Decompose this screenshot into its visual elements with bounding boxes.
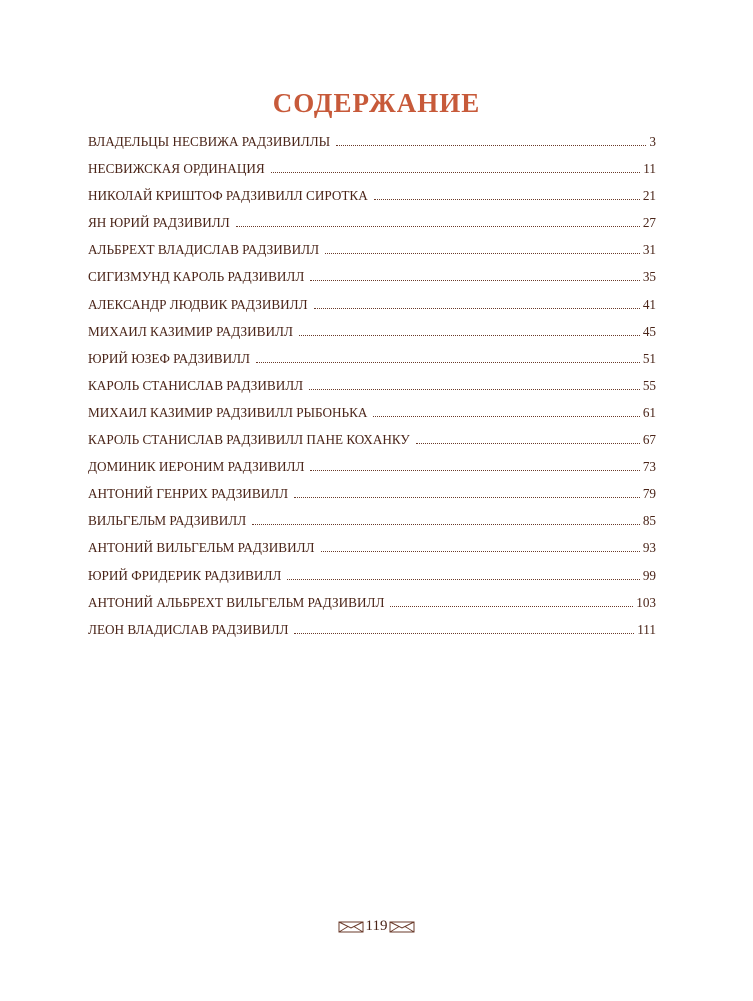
toc-entry-page: 85 (642, 513, 656, 529)
toc-entry-page: 111 (637, 621, 656, 637)
toc-entry-title: ЮРИЙ ЮЗЕФ РАДЗИВИЛЛ (88, 350, 250, 366)
toc-leader-dots (390, 606, 633, 607)
toc-entry-page: 31 (642, 242, 656, 258)
toc-leader-dots (309, 389, 640, 390)
envelope-ornament-icon (389, 921, 415, 933)
toc-entry-title: СИГИЗМУНД КАРОЛЬ РАДЗИВИЛЛ (88, 269, 305, 285)
toc-entry-title: ЮРИЙ ФРИДЕРИК РАДЗИВИЛЛ (88, 567, 282, 583)
toc-leader-dots (310, 280, 640, 281)
toc-entry-page: 67 (642, 432, 656, 448)
toc-entry (88, 622, 656, 649)
toc-entry-page: 45 (642, 323, 656, 339)
toc-entry-title: ВЛАДЕЛЬЦЫ НЕСВИЖА РАДЗИВИЛЛЫ (88, 134, 331, 149)
toc-entry-page: 27 (642, 215, 656, 231)
toc-entry (88, 188, 656, 215)
toc-entry (88, 540, 656, 567)
toc-entry (88, 459, 656, 486)
toc-leader-dots (299, 335, 640, 336)
page-footer (0, 918, 753, 935)
toc-entry (88, 161, 656, 188)
toc-leader-dots (310, 470, 639, 471)
toc-entry-page: 79 (642, 486, 656, 502)
toc-entry-title: ЛЕОН ВЛАДИСЛАВ РАДЗИВИЛЛ (88, 621, 289, 637)
toc-leader-dots (314, 308, 640, 309)
toc-leader-dots (256, 362, 640, 363)
toc-entry-title: ДОМИНИК ИЕРОНИМ РАДЗИВИЛЛ (88, 459, 305, 475)
toc-entry-page: 35 (642, 269, 656, 285)
toc-entry-page: 73 (642, 459, 656, 475)
toc-entry (88, 269, 656, 296)
toc-entry (88, 568, 656, 595)
toc-leader-dots (287, 579, 639, 580)
toc-entry-title: АНТОНИЙ АЛЬБРЕХТ ВИЛЬГЕЛЬМ РАДЗИВИЛЛ (88, 594, 385, 610)
toc-entry-title: ВИЛЬГЕЛЬМ РАДЗИВИЛЛ (88, 513, 247, 529)
toc-entry-title: АНТОНИЙ ГЕНРИХ РАДЗИВИЛЛ (88, 486, 289, 502)
toc-leader-dots (325, 253, 640, 254)
toc-leader-dots (336, 145, 646, 146)
toc-leader-dots (374, 199, 640, 200)
toc-entry-title: НЕСВИЖСКАЯ ОРДИНАЦИЯ (88, 161, 265, 177)
toc-entry-title: АЛЕКСАНДР ЛЮДВИК РАДЗИВИЛЛ (88, 296, 308, 312)
toc-leader-dots (294, 633, 634, 634)
toc-entry-title: АЛЬБРЕХТ ВЛАДИСЛАВ РАДЗИВИЛЛ (88, 242, 320, 258)
toc-entry-page: 103 (636, 594, 656, 610)
page-title: СОДЕРЖАНИЕ (272, 88, 481, 118)
toc-leader-dots (271, 172, 641, 173)
toc-leader-dots (321, 551, 640, 552)
toc-entry (88, 324, 656, 351)
envelope-ornament-icon (338, 921, 364, 933)
toc-entry-title: МИХАИЛ КАЗИМИР РАДЗИВИЛЛ (88, 323, 293, 339)
toc-entry-page: 61 (642, 404, 656, 420)
toc-entry (88, 134, 656, 161)
toc-entry-page: 11 (643, 161, 656, 177)
toc-entry (88, 405, 656, 432)
toc-entry (88, 432, 656, 459)
toc-entry (88, 378, 656, 405)
toc-entry-title: АНТОНИЙ ВИЛЬГЕЛЬМ РАДЗИВИЛЛ (88, 540, 315, 556)
toc-entry-page: 3 (649, 134, 656, 149)
toc-entry (88, 351, 656, 378)
toc-entry-page: 51 (642, 350, 656, 366)
toc-entry-page: 21 (642, 188, 656, 204)
table-of-contents (88, 134, 656, 649)
toc-entry-page: 93 (642, 540, 656, 556)
toc-entry (88, 215, 656, 242)
toc-leader-dots (294, 497, 640, 498)
toc-leader-dots (373, 416, 639, 417)
toc-entry-title: НИКОЛАЙ КРИШТОФ РАДЗИВИЛЛ СИРОТКА (88, 188, 368, 204)
toc-entry-title: МИХАИЛ КАЗИМИР РАДЗИВИЛЛ РЫБОНЬКА (88, 404, 368, 420)
toc-entry-title: ЯН ЮРИЙ РАДЗИВИЛЛ (88, 215, 230, 231)
page-number: 119 (365, 918, 388, 934)
toc-entry (88, 297, 656, 324)
toc-entry (88, 595, 656, 622)
toc-entry (88, 486, 656, 513)
toc-entry-page: 99 (642, 567, 656, 583)
toc-entry (88, 242, 656, 269)
toc-leader-dots (416, 443, 640, 444)
toc-entry-page: 55 (642, 377, 656, 393)
toc-entry-page: 41 (642, 296, 656, 312)
toc-leader-dots (252, 524, 640, 525)
toc-entry (88, 513, 656, 540)
toc-entry-title: КАРОЛЬ СТАНИСЛАВ РАДЗИВИЛЛ ПАНЕ КОХАНКУ (88, 432, 410, 448)
toc-entry-title: КАРОЛЬ СТАНИСЛАВ РАДЗИВИЛЛ (88, 377, 304, 393)
toc-leader-dots (236, 226, 640, 227)
